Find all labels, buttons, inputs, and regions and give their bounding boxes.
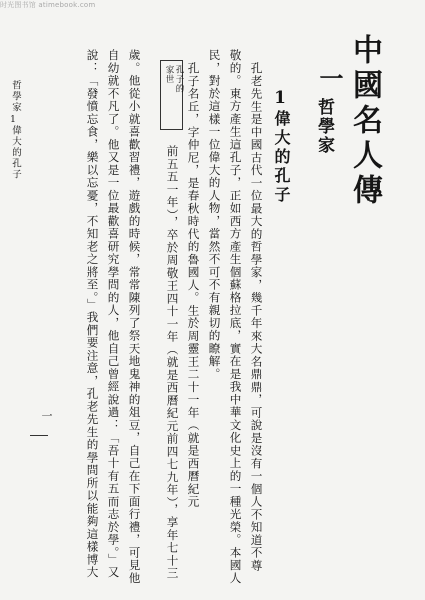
body-line-3: 民，對於這樣一位偉大的人物，當然不可不有親切的瞭解。 [207,49,222,381]
body-line-8: 說：「發憤忘食，樂以忘憂，不知老之將至。」我們要注意，孔老先生的學問所以能夠這樣博大 [85,49,100,579]
sidenote-line-2: 家世 [164,65,174,84]
body-line-1: 孔老先生是中國古代一位最大的哲學家，幾千年來大名鼎鼎，可說是沒有一個人不知道不尊 [249,62,264,572]
running-head-section-number: 1 [8,115,18,125]
body-line-4: 孔子名丘，字仲尼，是春秋時代的魯國人。生於周靈王二十一年（就是西曆紀元 [186,62,201,509]
chapter-title: 哲學家 [314,98,334,155]
body-line-2: 敬的。東方產生這孔子，正如西方產生個蘇格拉底，實在是我中華文化史上的一種光榮。本國人 [228,49,243,585]
sidenote-box [160,60,183,130]
section-number: 1 [270,88,290,108]
book-title: 中國名人傳 [347,34,382,209]
sidenote-line-1: 孔子的 [174,65,184,94]
chapter-number: 一 [315,66,344,90]
watermark: 时光图书馆 atimebook.com [0,1,96,9]
body-line-5: 前五五一年），卒於周敬王四十一年（就是西曆紀元前四七九年），享年七十三 [165,145,180,580]
page-number-rule [30,435,48,436]
page-number: 一 [40,410,53,421]
running-head-chapter: 哲學家 [10,80,21,113]
section-title: 偉大的孔子 [272,110,291,205]
body-line-6: 歲。他從小就喜歡習禮，遊戲的時候，常常陳列了祭天地鬼神的俎豆，自己在下面行禮，可見他 [127,49,142,585]
running-head-section: 偉大的孔子 [10,125,21,180]
body-line-7: 自幼就不凡了。他又是一位最歡喜研究學問的人，他自己曾經說過：「吾十有五而志於學。」又 [106,49,121,579]
